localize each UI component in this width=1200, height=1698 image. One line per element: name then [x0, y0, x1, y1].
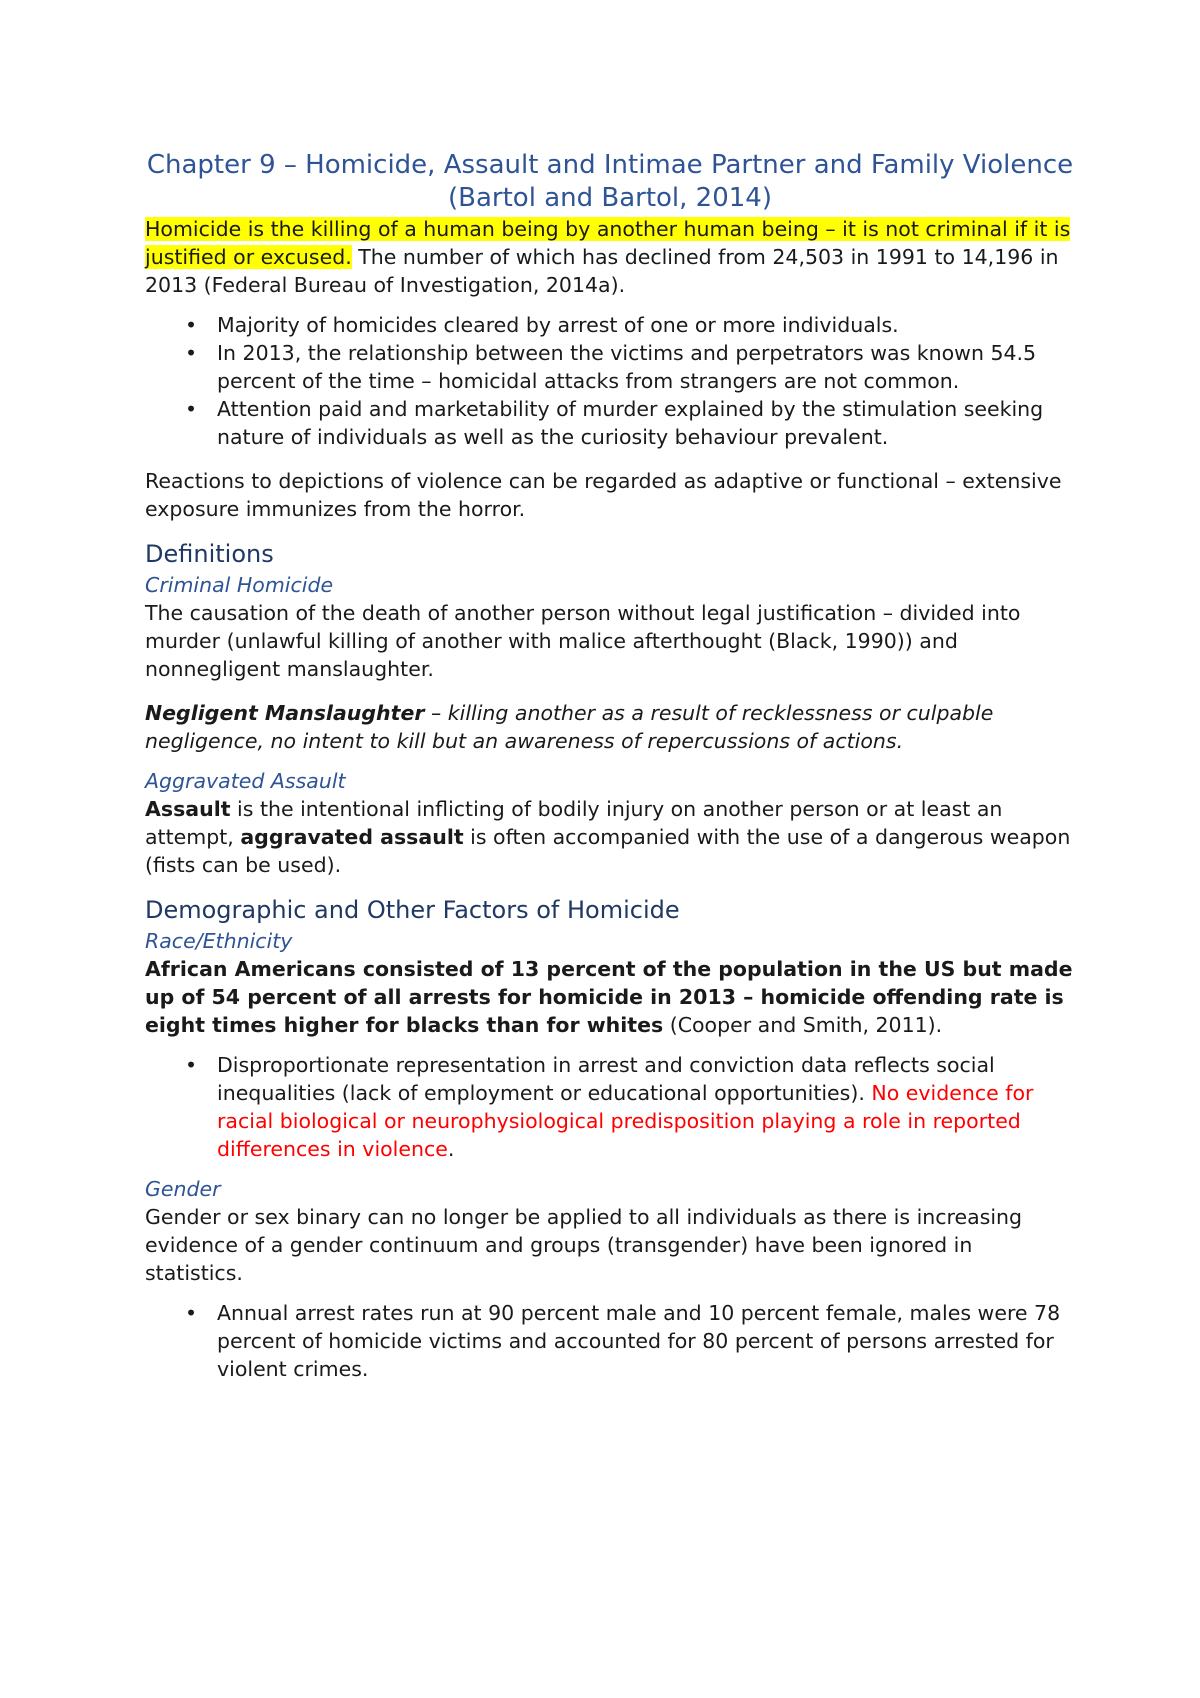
list-item	[145, 311, 1075, 339]
list-item-text: Annual arrest rates run at 90 percent male and 10 percent female, males were 78 percent of homicide victims and accounted for 80 percent of persons arrested for violent crimes.	[217, 1301, 1061, 1381]
intro-bullet-list	[145, 311, 1075, 451]
negligent-manslaughter-text: – killing another as a result of recklessness or culpable negligence, no intent to kill but an awareness of repercussions of actions.	[145, 701, 994, 753]
criminal-homicide-paragraph: The causation of the death of another person without legal justification – divided into murder (unlawful killing of another with malice afterthought (Black, 1990)) and nonnegligent manslaughter.	[145, 601, 1021, 681]
race-bullet-list	[145, 1051, 1075, 1163]
race-bold-statement: African Americans consisted of 13 percent of the population in the US but made up of 54 percent of all arrests for homicide in 2013 – homicide offending rate is eight times higher for blacks than for whites	[145, 957, 1073, 1037]
list-item	[145, 1051, 1075, 1163]
document-body	[145, 215, 1075, 1383]
bullet-icon: •	[185, 341, 198, 365]
subheading-aggravated-assault: Aggravated Assault	[145, 769, 346, 793]
bullet-icon: •	[185, 313, 198, 337]
negligent-manslaughter-paragraph	[145, 699, 1075, 755]
term-aggravated-assault: aggravated assault	[240, 825, 464, 849]
race-citation: (Cooper and Smith, 2011).	[663, 1013, 943, 1037]
list-item-text: Disproportionate representation in arrest and conviction data reflects social inequalities (lack of employment or educational opportunities).	[217, 1053, 995, 1105]
assault-text: is the intentional inflicting of bodily injury on another person or at least an attempt,	[145, 797, 1003, 849]
list-item	[145, 395, 1075, 451]
list-item-text: Majority of homicides cleared by arrest of one or more individuals.	[217, 313, 899, 337]
intro-rest: The number of which has declined from 24,503 in 1991 to 14,196 in 2013 (Federal Bureau of Investigation, 2014a).	[145, 245, 1059, 297]
race-paragraph	[145, 955, 1075, 1039]
gender-bullet-list	[145, 1299, 1075, 1383]
subheading-criminal-homicide: Criminal Homicide	[145, 573, 334, 597]
section-heading-demographics: Demographic and Other Factors of Homicide	[145, 896, 680, 924]
bullet-icon: •	[185, 1053, 198, 1077]
subheading-gender: Gender	[145, 1177, 221, 1201]
red-emphasis-text: No evidence for racial biological or neurophysiological predisposition playing a role in reported differences in violence	[217, 1081, 1034, 1161]
chapter-title: Chapter 9 – Homicide, Assault and Intimae Partner and Family Violence (Bartol and Bartol, 2014)	[146, 150, 1074, 213]
list-item	[145, 1299, 1075, 1383]
subheading-race-ethnicity: Race/Ethnicity	[145, 929, 293, 953]
list-item	[145, 339, 1075, 395]
bullet-icon: •	[185, 397, 198, 421]
list-item-text: Attention paid and marketability of murder explained by the stimulation seeking nature of individuals as well as the curiosity behaviour prevalent.	[217, 397, 1044, 449]
list-item-text: In 2013, the relationship between the victims and perpetrators was known 54.5 percent of the time – homicidal attacks from strangers are not common.	[217, 341, 1037, 393]
list-item-end: .	[447, 1137, 455, 1161]
reactions-paragraph: Reactions to depictions of violence can be regarded as adaptive or functional – extensive exposure immunizes from the horror.	[145, 469, 1062, 521]
term-assault: Assault	[145, 797, 231, 821]
aggravated-assault-paragraph	[145, 795, 1075, 879]
section-heading-definitions: Definitions	[145, 540, 274, 568]
aggravated-assault-text: is often accompanied with the use of a dangerous weapon (fists can be used).	[145, 825, 1071, 877]
gender-paragraph: Gender or sex binary can no longer be applied to all individuals as there is increasing evidence of a gender continuum and groups (transgender) have been ignored in statistics.	[145, 1205, 1023, 1285]
highlighted-definition: Homicide is the killing of a human being by another human being – it is not criminal if it is justified or excused.	[145, 217, 1071, 269]
term-negligent-manslaughter: Negligent Manslaughter	[145, 701, 425, 725]
intro-paragraph	[145, 215, 1075, 299]
bullet-icon: •	[185, 1301, 198, 1325]
